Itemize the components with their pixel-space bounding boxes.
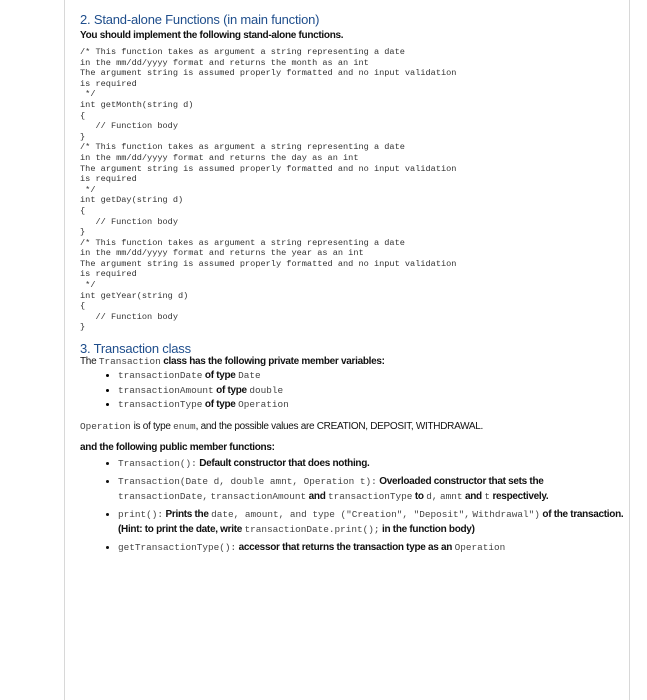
enum-description: Operation is of type enum, and the possible values are CREATION, DEPOSIT, WITHDRAWAL. xyxy=(80,420,483,432)
list-item: • transactionType of type Operation xyxy=(118,398,629,413)
list-item: • Transaction(Date d, double amnt, Operation t): Overloaded constructor that sets the transactionDate, transactionAmount and transactionType to d, amnt and t respectively. xyxy=(118,475,629,504)
section-2-heading: 2. Stand-alone Functions (in main function) xyxy=(80,12,320,27)
public-functions-intro: and the following public member functions: xyxy=(80,441,275,453)
member-variable-list xyxy=(80,369,629,413)
list-item: • transactionDate of type Date xyxy=(118,369,629,384)
document-page xyxy=(64,0,630,700)
member-function-list xyxy=(80,457,629,556)
code-block-get-month: /* This function takes as argument a string representing a date in the mm/dd/yyyy format and returns the month as an int The argument string is assumed properly formatted and no input validation is required */ int getMonth(string d) { // Function body } xyxy=(80,47,457,142)
list-item: • transactionAmount of type double xyxy=(118,384,629,399)
section-3-heading: 3. Transaction class xyxy=(80,341,191,357)
list-item: • getTransactionType(): accessor that returns the transaction type as an Operation xyxy=(118,541,629,556)
list-item: • Transaction(): Default constructor that does nothing. xyxy=(118,457,629,472)
section-2-intro: You should implement the following stand-alone functions. xyxy=(80,30,344,41)
list-item: • print(): Prints the date, amount, and type ("Creation", "Deposit", Withdrawal") of the transaction. (Hint: to print the date, write transactionDate.print(); in the function body) xyxy=(118,508,629,537)
class-description: The Transaction class has the following private member variables: xyxy=(80,356,385,368)
code-block-get-year: /* This function takes as argument a string representing a date in the mm/dd/yyyy format and returns the year as an int The argument string is assumed properly formatted and no input validation is required */ int getYear(string d) { // Function body } xyxy=(80,237,457,333)
code-block-get-day: /* This function takes as argument a string representing a date in the mm/dd/yyyy format and returns the day as an int The argument string is assumed properly formatted and no input validation is required */ int getDay(string d) { // Function body } xyxy=(80,142,457,238)
